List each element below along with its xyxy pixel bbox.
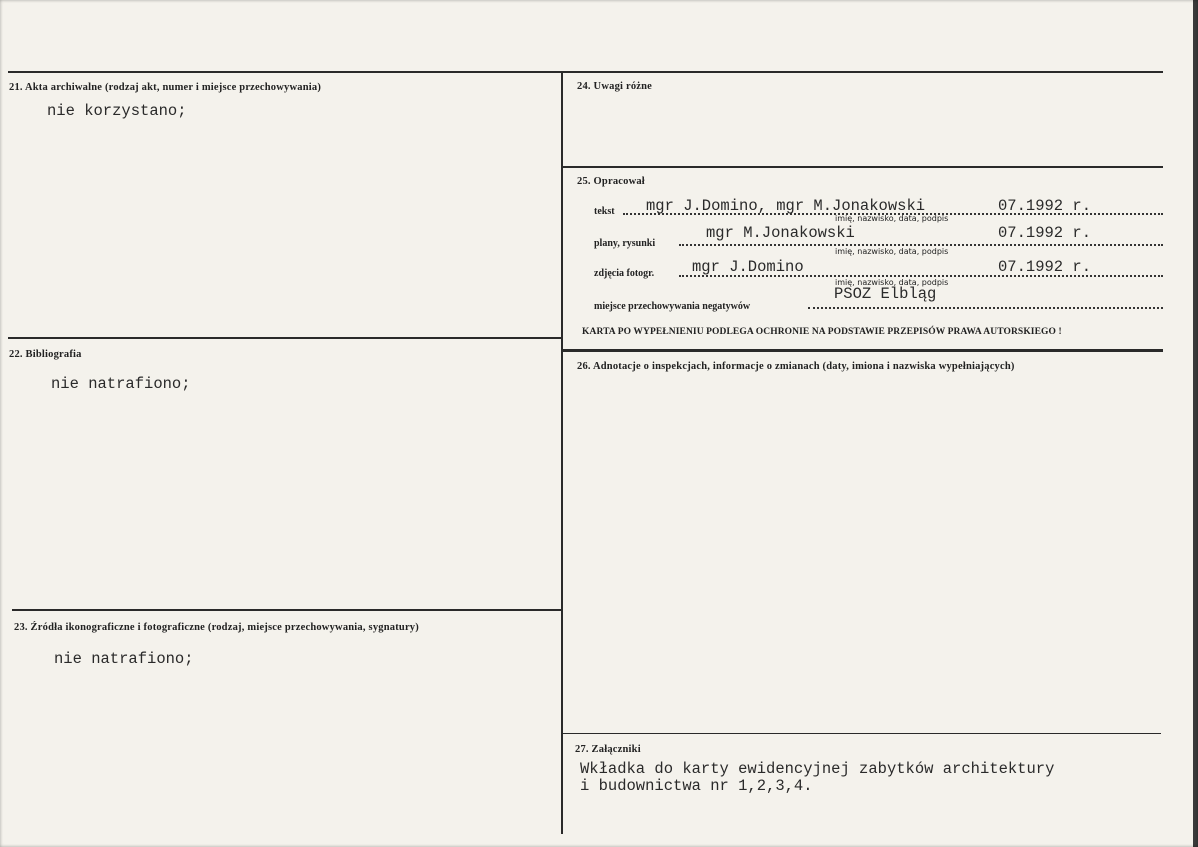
section-22-value: nie natrafiono; xyxy=(51,375,191,393)
section-27-label: 27. Załączniki xyxy=(575,744,641,755)
zdjecia-caption: imię, nazwisko, data, podpis xyxy=(835,278,949,287)
plany-date: 07.1992 r. xyxy=(998,224,1092,242)
tekst-caption: imię, nazwisko, data, podpis xyxy=(835,214,949,223)
section-23-value: nie natrafiono; xyxy=(54,650,194,668)
plany-label: plany, rysunki xyxy=(594,238,656,249)
section-21-label: 21. Akta archiwalne (rodzaj akt, numer i miejsce przechowywania) xyxy=(9,82,322,93)
section-27-line-1: Wkładka do karty ewidencyjnej zabytków architektury xyxy=(580,760,1055,778)
rule-left-22-23 xyxy=(12,609,562,611)
negatywy-label: miejsce przechowywania negatywów xyxy=(594,301,751,312)
section-23-label: 23. Źródła ikonograficzne i fotograficzne (rodzaj, miejsce przechowywania, sygnatury) xyxy=(14,622,419,633)
section-26-label: 26. Adnotacje o inspekcjach, informacje o zmianach (daty, imiona i nazwiska wypełniających) xyxy=(577,361,1015,372)
rule-right-24-25 xyxy=(562,166,1163,168)
plany-caption: imię, nazwisko, data, podpis xyxy=(835,247,949,256)
section-27-line-2: i budownictwa nr 1,2,3,4. xyxy=(580,777,813,795)
rule-right-25-26 xyxy=(562,349,1163,352)
negatywy-line xyxy=(808,307,1163,309)
zdjecia-label: zdjęcia fotogr. xyxy=(594,268,655,279)
tekst-date: 07.1992 r. xyxy=(998,197,1092,215)
negatywy-value: PSOZ Elbląg xyxy=(834,285,937,303)
section-22-label: 22. Bibliografia xyxy=(9,349,82,360)
plany-value: mgr M.Jonakowski xyxy=(706,224,855,242)
zdjecia-date: 07.1992 r. xyxy=(998,258,1092,276)
tekst-label: tekst xyxy=(594,206,615,217)
plany-line xyxy=(679,244,1163,246)
scan-edge xyxy=(1193,0,1198,847)
tekst-value: mgr J.Domino, mgr M.Jonakowski xyxy=(646,197,926,215)
center-divider xyxy=(561,72,563,834)
copyright-notice: KARTA PO WYPEŁNIENIU PODLEGA OCHRONIE NA PODSTAWIE PRZEPISÓW PRAWA AUTORSKIEGO ! xyxy=(582,327,1062,337)
zdjecia-value: mgr J.Domino xyxy=(692,258,804,276)
top-rule xyxy=(8,71,1163,73)
section-24-label: 24. Uwagi różne xyxy=(577,81,653,92)
rule-left-21-22 xyxy=(8,337,562,339)
section-21-value: nie korzystano; xyxy=(47,102,187,120)
section-25-label: 25. Opracował xyxy=(577,176,645,187)
rule-right-26-27 xyxy=(562,733,1161,734)
